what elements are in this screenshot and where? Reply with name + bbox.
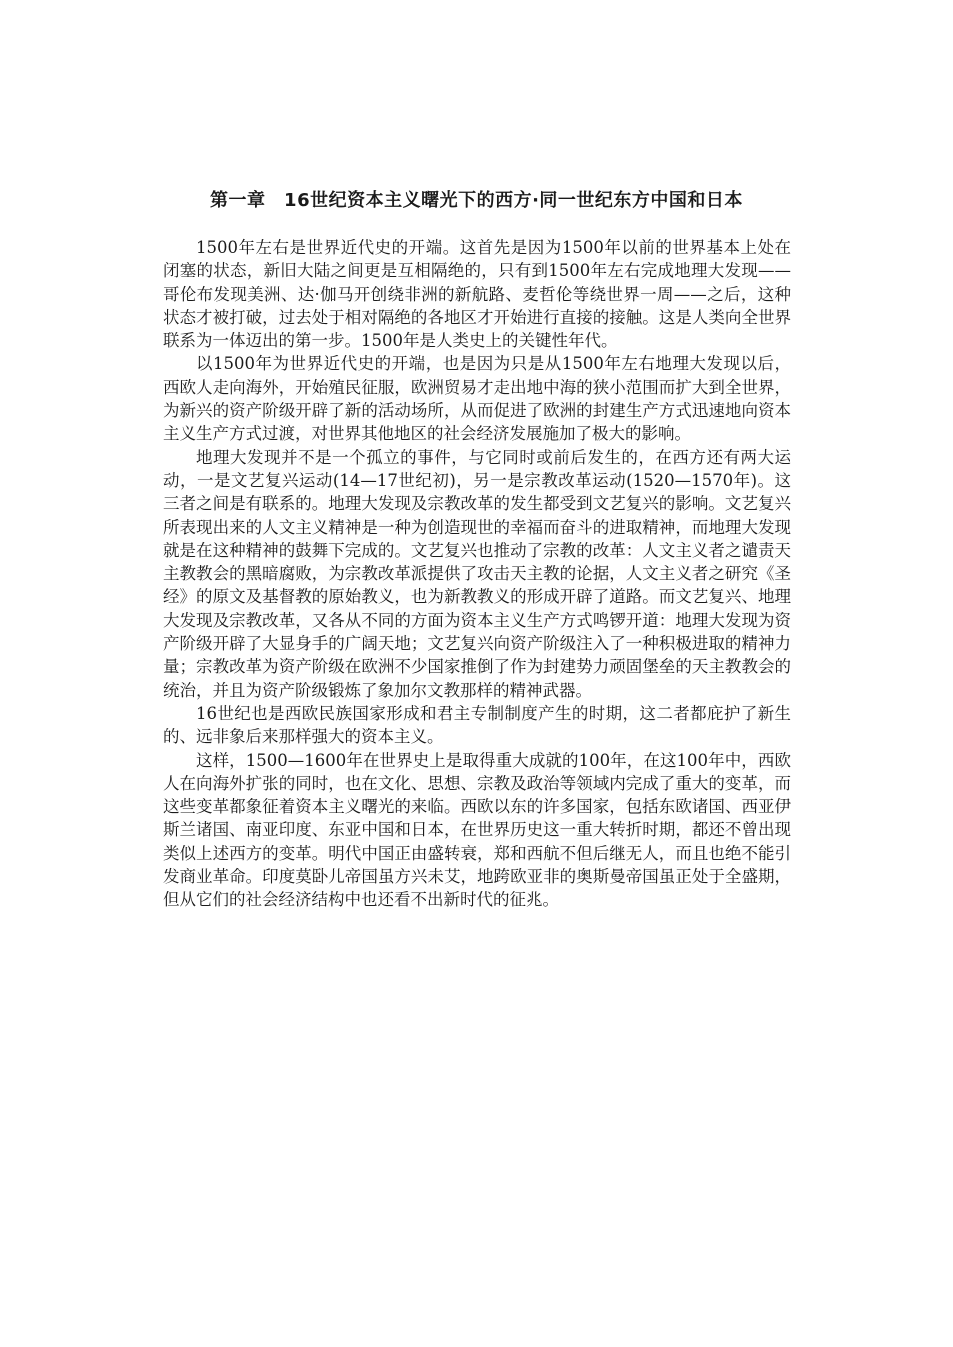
- paragraph-1: 1500年左右是世界近代史的开端。这首先是因为1500年以前的世界基本上处在闭塞的状态，新旧大陆之间更是互相隔绝的，只有到1500年左右完成地理大发现——哥伦布发现美洲、达·伽马开创绕非洲的新航路、麦哲伦等绕世界一周——之后，这种状态才被打破，过去处于相对隔绝的各地区才开始进行直接的接触。这是人类向全世界联系为一体迈出的第一步。1500年是人类史上的关键性年代。: [163, 238, 791, 351]
- paragraph-3: 地理大发现并不是一个孤立的事件，与它同时或前后发生的，在西方还有两大运动，一是文艺复兴运动(14—17世纪初)，另一是宗教改革运动(1520—1570年)。这三者之间是有联系的。地理大发现及宗教改革的发生都受到文艺复兴的影响。文艺复兴所表现出来的人文主义精神是一种为创造现世的幸福而奋斗的进取精神，而地理大发现就是在这种精神的鼓舞下完成的。文艺复兴也推动了宗教的改革：人文主义者之谴责天主教教会的黑暗腐败，为宗教改革派提供了攻击天主教的论据，人文主义者之研究《圣经》的原文及基督教的原始教义，也为新教教义的形成开辟了道路。而文艺复兴、地理大发现及宗教改革，又各从不同的方面为资本主义生产方式鸣锣开道：地理大发现为资产阶级开辟了大显身手的广阔天地；文艺复兴向资产阶级注入了一种积极进取的精神力量；宗教改革为资产阶级在欧洲不少国家推倒了作为封建势力顽固堡垒的天主教教会的统治，并且为资产阶级锻炼了象加尔文教那样的精神武器。: [163, 447, 791, 700]
- chapter-body: [163, 236, 791, 912]
- chapter-title: 第一章 16世纪资本主义曙光下的西方·同一世纪东方中国和日本: [210, 190, 743, 211]
- paragraph-2: 以1500年为世界近代史的开端，也是因为只是从1500年左右地理大发现以后，西欧人走向海外，开始殖民征服，欧洲贸易才走出地中海的狭小范围而扩大到全世界，为新兴的资产阶级开辟了新的活动场所，从而促进了欧洲的封建生产方式迅速地向资本主义生产方式过渡，对世界其他地区的社会经济发展施加了极大的影响。: [163, 354, 791, 444]
- paragraph-5: 这样，1500—1600年在世界史上是取得重大成就的100年，在这100年中，西欧人在向海外扩张的同时，也在文化、思想、宗教及政治等领域内完成了重大的变革，而这些变革都象征着资本主义曙光的来临。西欧以东的许多国家，包括东欧诸国、西亚伊斯兰诸国、南亚印度、东亚中国和日本，在世界历史这一重大转折时期，都还不曾出现类似上述西方的变革。明代中国正由盛转衰，郑和西航不但后继无人，而且也绝不能引发商业革命。印度莫卧儿帝国虽方兴未艾，地跨欧亚非的奥斯曼帝国虽正处于全盛期，但从它们的社会经济结构中也还看不出新时代的征兆。: [163, 750, 791, 910]
- paragraph-4: 16世纪也是西欧民族国家形成和君主专制制度产生的时期，这二者都庇护了新生的、远非象后来那样强大的资本主义。: [163, 703, 791, 747]
